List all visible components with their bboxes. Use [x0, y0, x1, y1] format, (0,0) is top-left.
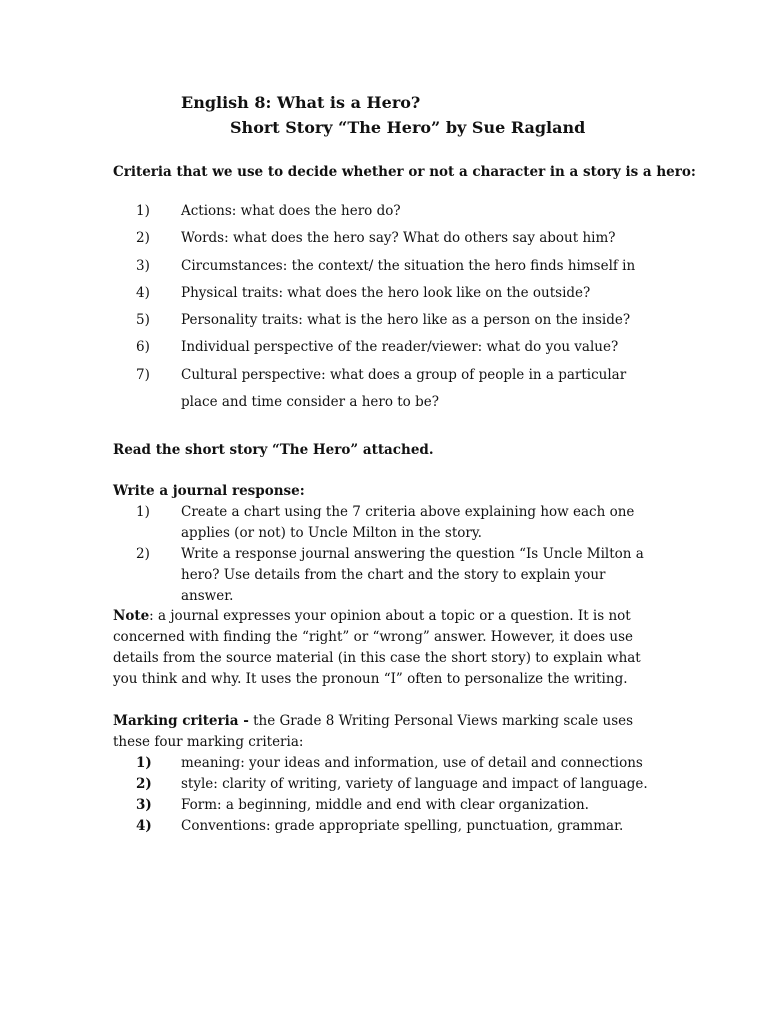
criteria-item-number: 3)	[136, 258, 150, 274]
journal-item-text: Create a chart using the 7 criteria above explaining how each one applies (or not) to Uncle Milton in the story.	[181, 504, 635, 541]
journal-heading: Write a journal response:	[113, 483, 305, 499]
marking-item-number: 1)	[136, 755, 152, 771]
criteria-item-text: Circumstances: the context/ the situation the hero finds himself in	[181, 258, 636, 274]
criteria-item-text: Actions: what does the hero do?	[181, 203, 401, 219]
journal-item-text: Write a response journal answering the question “Is Uncle Milton a hero? Use details from the chart and the story to explain your answer.	[181, 546, 644, 604]
journal-item-number: 2)	[136, 546, 150, 562]
criteria-item-text: Personality traits: what is the hero like as a person on the inside?	[181, 312, 631, 328]
criteria-item-number: 2)	[136, 230, 150, 246]
marking-item-text: style: clarity of writing, variety of language and impact of language.	[181, 776, 648, 792]
criteria-item-text: Cultural perspective: what does a group of people in a particular place and time consider a hero to be?	[181, 367, 627, 410]
document-subtitle: Short Story “The Hero” by Sue Ragland	[230, 118, 586, 137]
criteria-item-number: 5)	[136, 312, 150, 328]
read-instruction: Read the short story “The Hero” attached.	[113, 442, 434, 458]
journal-item-number: 1)	[136, 504, 150, 520]
marking-text: the Grade 8 Writing Personal Views marking scale uses these four marking criteria:	[113, 713, 634, 750]
criteria-heading: Criteria that we use to decide whether or not a character in a story is a hero:	[113, 164, 696, 180]
note-label: Note	[113, 608, 150, 624]
criteria-item-number: 1)	[136, 203, 150, 219]
marking-item-text: Form: a beginning, middle and end with clear organization.	[181, 797, 589, 813]
criteria-item-text: Individual perspective of the reader/viewer: what do you value?	[181, 339, 619, 355]
note-text: : a journal expresses your opinion about a topic or a question. It is not concerned with finding the “right” or “wrong” answer. However, it does use details from the source material (in this case the short story) to explain what you think and why. It uses the pronoun “I” often to personalize the writing.	[113, 608, 641, 687]
criteria-item-number: 6)	[136, 339, 150, 355]
marking-item-text: meaning: your ideas and information, use of detail and connections	[181, 755, 643, 771]
criteria-item-number: 4)	[136, 285, 150, 301]
marking-item-text: Conventions: grade appropriate spelling, punctuation, grammar.	[181, 818, 624, 834]
criteria-item-number: 7)	[136, 367, 150, 383]
marking-label: Marking criteria -	[113, 713, 249, 729]
document-title: English 8: What is a Hero?	[181, 93, 421, 112]
marking-item-number: 3)	[136, 797, 152, 813]
criteria-item-text: Physical traits: what does the hero look like on the outside?	[181, 285, 591, 301]
marking-item-number: 2)	[136, 776, 152, 792]
marking-item-number: 4)	[136, 818, 152, 834]
criteria-item-text: Words: what does the hero say? What do others say about him?	[181, 230, 616, 246]
marking-paragraph	[113, 711, 658, 753]
note-paragraph	[113, 606, 658, 690]
